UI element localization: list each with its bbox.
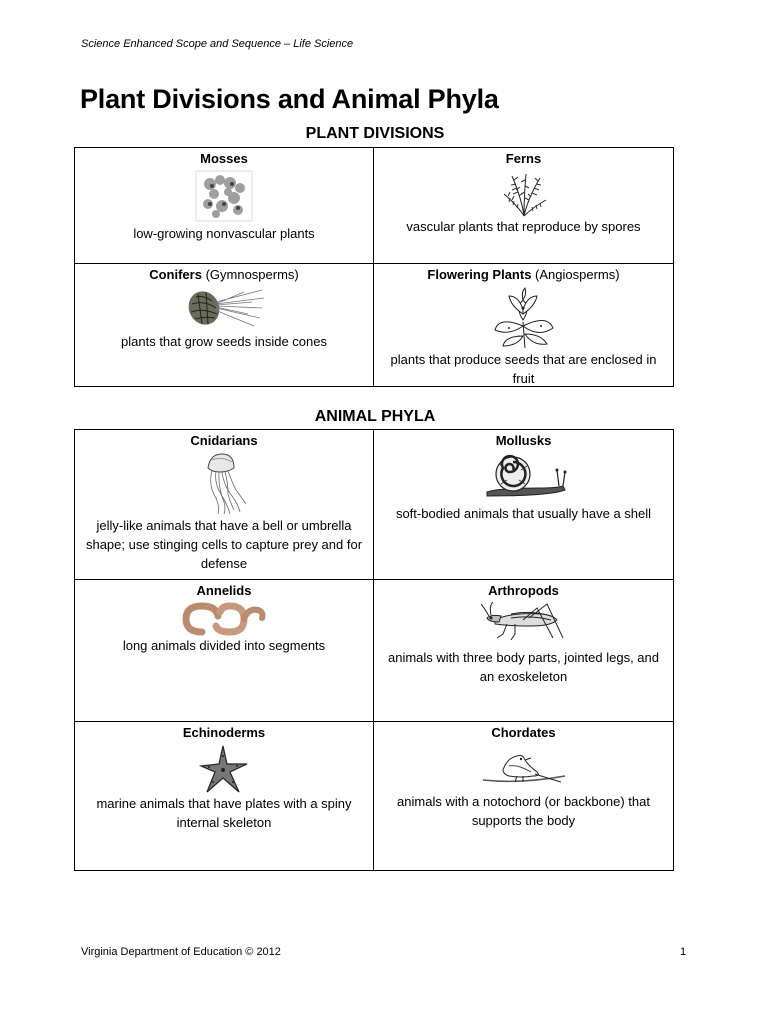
cell-description: soft-bodied animals that usually have a shell <box>395 506 652 521</box>
cell-description: jelly-like animals that have a bell or umbrella shape; use stinging cells to capture prey and for defense <box>85 518 363 571</box>
cell-arthropods <box>374 580 673 722</box>
bird-icon <box>481 744 567 790</box>
cell-title: Annelids <box>196 583 252 598</box>
page-number: 1 <box>680 946 687 958</box>
cell-description: marine animals that have plates with a spiny internal skeleton <box>96 796 352 830</box>
fern-icon <box>498 170 550 218</box>
cell-title: Echinoderms <box>182 725 266 740</box>
cell-mosses <box>75 148 374 264</box>
cell-cnidarians <box>75 430 374 580</box>
cell-description: low-growing nonvascular plants <box>133 226 315 241</box>
footer-copyright: Virginia Department of Education © 2012 <box>81 946 281 958</box>
cell-mollusks <box>374 430 673 580</box>
cell-title: Mollusks <box>495 433 552 448</box>
pine-cone-icon <box>182 286 266 330</box>
cell-annelids <box>75 580 374 722</box>
cell-description: plants that grow seeds inside cones <box>121 334 327 349</box>
cell-echinoderms <box>75 722 374 870</box>
jellyfish-icon <box>194 452 254 516</box>
grasshopper-icon <box>481 602 567 642</box>
moss-icon <box>194 170 254 222</box>
cell-title: Ferns <box>505 151 542 166</box>
cell-description: vascular plants that reproduce by spores <box>406 219 641 234</box>
cell-flowering-plants <box>374 264 673 386</box>
cell-title: Cnidarians <box>190 433 258 448</box>
cell-title: Conifers (Gymnosperms) <box>149 267 299 282</box>
animal-phyla-heading: ANIMAL PHYLA <box>314 408 436 425</box>
cell-description: plants that produce seeds that are enclosed in fruit <box>390 352 657 386</box>
cell-ferns <box>374 148 673 264</box>
plant-divisions-heading: PLANT DIVISIONS <box>305 125 445 142</box>
cell-chordates <box>374 722 673 870</box>
worm-icon <box>182 602 266 636</box>
cell-title: Arthropods <box>488 583 559 598</box>
flower-icon <box>489 286 559 350</box>
cell-title: Chordates <box>491 725 556 740</box>
snail-icon <box>479 452 569 498</box>
starfish-icon <box>199 744 249 794</box>
cell-description: animals with three body parts, jointed legs, and an exoskeleton <box>388 650 659 684</box>
cell-title: Mosses <box>200 151 248 166</box>
cell-conifers <box>75 264 374 386</box>
cell-description: long animals divided into segments <box>122 638 326 653</box>
plant-divisions-table <box>74 147 674 387</box>
cell-title: Flowering Plants (Angiosperms) <box>427 267 620 282</box>
header-note: Science Enhanced Scope and Sequence – Life Science <box>81 38 354 50</box>
cell-description: animals with a notochord (or backbone) that supports the body <box>397 794 650 828</box>
page-title: Plant Divisions and Animal Phyla <box>80 84 499 114</box>
animal-phyla-table <box>74 429 674 871</box>
